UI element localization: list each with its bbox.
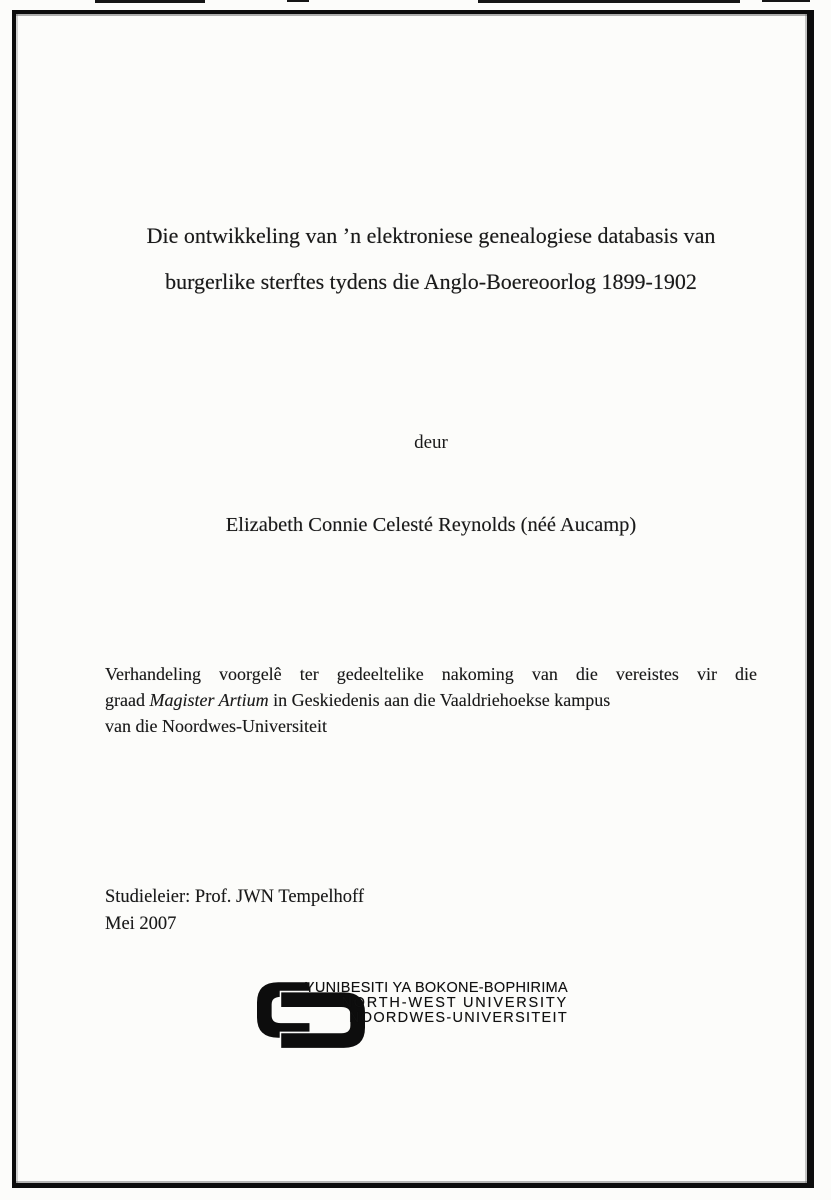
submission-line2-suffix: in Geskiedenis aan die Vaaldriehoekse kampus bbox=[268, 690, 611, 710]
supervisor-line: Studieleier: Prof. JWN Tempelhoff bbox=[105, 887, 365, 907]
thesis-title bbox=[105, 213, 757, 305]
submission-line1: Verhandeling voorgelê ter gedeeltelike nakoming van die vereistes vir die bbox=[105, 664, 757, 684]
scan-artifact bbox=[478, 0, 740, 3]
submission-line2-prefix: graad bbox=[105, 690, 150, 710]
university-name-afrikaans: NOORDWES-UNIVERSITEIT bbox=[348, 1010, 568, 1027]
scan-artifact bbox=[287, 0, 309, 2]
supervisor-block bbox=[105, 884, 757, 938]
submission-statement bbox=[105, 661, 757, 739]
submission-line3: van die Noordwes-Universiteit bbox=[105, 716, 327, 736]
university-wordmark bbox=[304, 980, 568, 1027]
scan-artifact bbox=[95, 0, 205, 3]
scan-artifact bbox=[762, 0, 810, 2]
date-line: Mei 2007 bbox=[105, 914, 177, 934]
university-name-english: NORTH-WEST UNIVERSITY bbox=[341, 995, 568, 1012]
author-name: Elizabeth Connie Celesté Reynolds (néé Aucamp) bbox=[225, 514, 637, 536]
thesis-title-line1: Die ontwikkeling van ’n elektroniese genealogiese databasis van bbox=[146, 223, 716, 248]
byline-label: deur bbox=[414, 432, 448, 453]
submission-line2 bbox=[105, 687, 757, 713]
university-name-setswana: YUNIBESITI YA BOKONE-BOPHIRIMA bbox=[304, 980, 568, 996]
degree-name: Magister Artium bbox=[149, 690, 269, 710]
thesis-title-line2: burgerlike sterftes tydens die Anglo-Boereoorlog 1899-1902 bbox=[165, 269, 697, 294]
